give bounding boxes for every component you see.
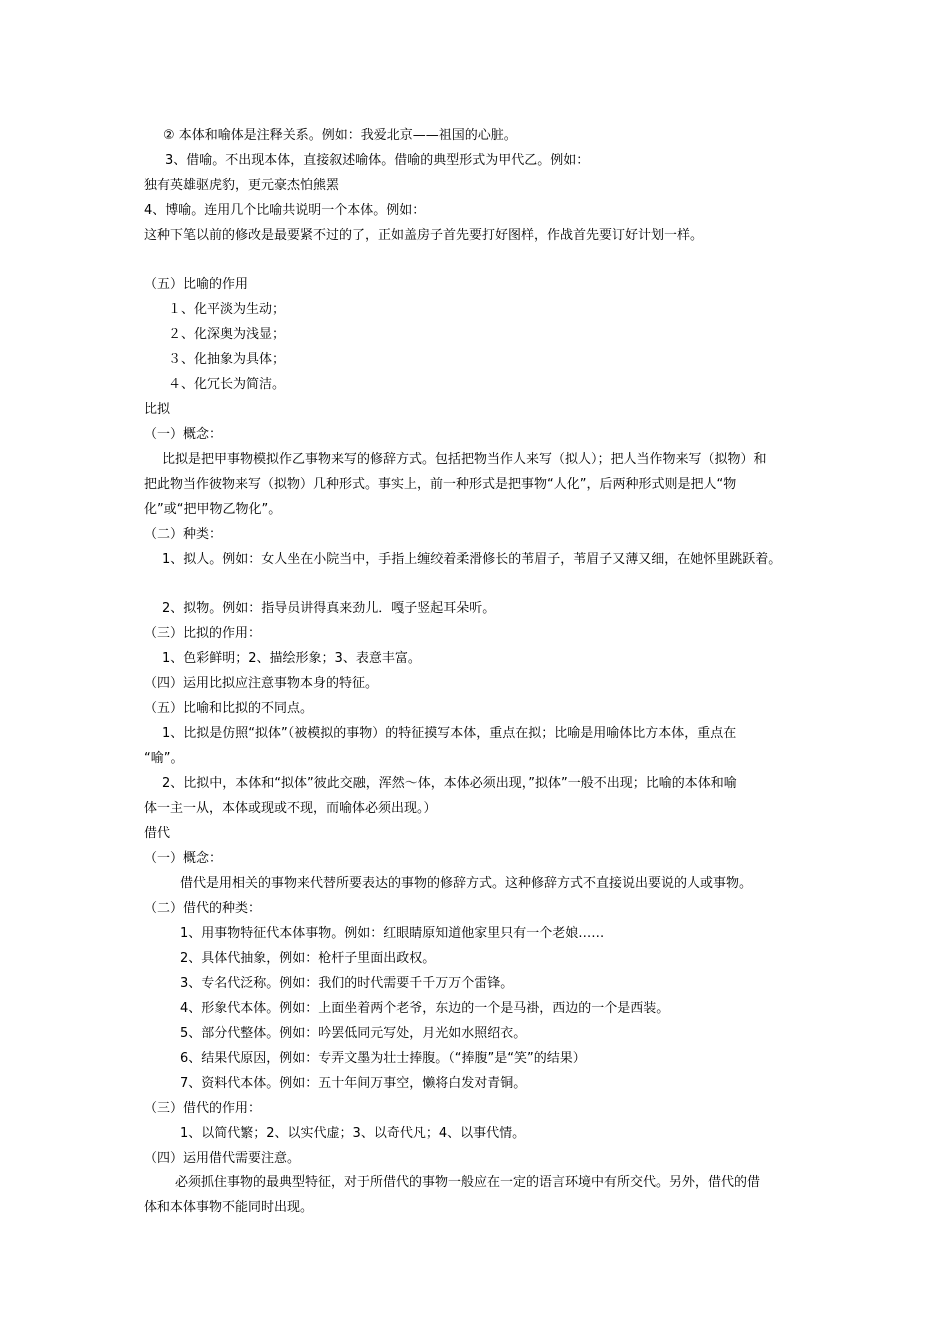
list-item: 1、以简代繁；2、以实代虚；3、以奇代凡；4、以事代情。: [180, 1126, 526, 1141]
list-item: 6、结果代原因，例如：专弄文墨为壮士捧腹。（“捧腹”是“笑”的结果）: [180, 1051, 586, 1066]
paragraph-line: “喻”。: [144, 751, 184, 766]
text-line: 独有英雄驱虎豹，更元豪杰怕熊罴: [144, 178, 340, 193]
text-line: 3、借喻。不出现本体，直接叙述喻体。借喻的典型形式为甲代乙。例如：: [165, 153, 590, 168]
list-item: 3、专名代泛称。例如：我们的时代需要千千万万个雷锋。: [180, 976, 514, 991]
list-item: 1、拟人。例如：女人坐在小院当中，手指上缠绞着柔滑修长的苇眉子，苇眉子又薄又细，在她怀里跳跃着。: [162, 552, 782, 567]
section-heading: （二）借代的种类：: [144, 901, 262, 916]
section-heading: （四）运用比拟应注意事物本身的特征。: [144, 676, 379, 691]
section-heading: （一）概念：: [144, 851, 223, 866]
list-item: 7、资料代本体。例如：五十年间万事空，懒将白发对青铜。: [180, 1076, 527, 1091]
list-item: 1、色彩鲜明；2、描绘形象；3、表意丰富。: [162, 651, 421, 666]
list-item: ３、化抽象为具体；: [168, 352, 286, 367]
list-item: ４、化冗长为简洁。: [168, 377, 286, 392]
list-item: ２、化深奥为浅显；: [168, 327, 286, 342]
paragraph-line: 借代是用相关的事物来代替所要表达的事物的修辞方式。这种修辞方式不直接说出要说的人或事物。: [180, 876, 753, 891]
paragraph-line: 化”或“把甲物乙物化”。: [144, 502, 282, 517]
section-heading: （二）种类：: [144, 527, 223, 542]
list-item: 1、用事物特征代本体事物。例如：红眼睛原知道他家里只有一个老娘……: [180, 926, 605, 941]
list-item: 2、比拟中，本体和“拟体”彼此交融，浑然～体，本体必须出现，”拟体”一般不出现；比喻的本体和喻: [162, 776, 737, 791]
list-item: 1、比拟是仿照“拟体”（被模拟的事物）的特征摸写本体，重点在拟；比喻是用喻体比方本体，重点在: [162, 726, 737, 741]
text-line: ② 本体和喻体是注释关系。例如：我爱北京——祖国的心脏。: [163, 128, 517, 143]
list-item: 2、具体代抽象，例如：枪杆子里面出政权。: [180, 951, 436, 966]
paragraph-line: 体一主一从，本体或现或不现，而喻体必须出现。）: [144, 801, 437, 816]
list-item: 5、部分代整体。例如：吟罢低同元写处，月光如水照绍衣。: [180, 1026, 527, 1041]
list-item: 4、形象代本体。例如：上面坐着两个老爷，东边的一个是马褂，西边的一个是西装。: [180, 1001, 670, 1016]
text-line: 这种下笔以前的修改是最要紧不过的了，正如盖房子首先要打好图样，作战首先要订好计划一样。: [144, 228, 704, 243]
paragraph-line: 把此物当作彼物来写（拟物）几种形式。事实上，前一种形式是把事物“人化”，后两种形式则是把人“物: [144, 477, 737, 492]
paragraph-line: 体和本体事物不能同时出现。: [144, 1200, 314, 1215]
paragraph-line: 比拟是把甲事物模拟作乙事物来写的修辞方式。包括把物当作人来写（拟人）；把人当作物来写（拟物）和: [162, 452, 767, 467]
text-line: 4、博喻。连用几个比喻共说明一个本体。例如：: [144, 203, 426, 218]
chapter-title: 比拟: [144, 402, 171, 417]
section-heading: （一）概念：: [144, 427, 223, 442]
section-heading: （三）借代的作用：: [144, 1101, 262, 1116]
section-heading: （三）比拟的作用：: [144, 626, 262, 641]
section-heading: （四）运用借代需要注意。: [144, 1151, 301, 1166]
chapter-title: 借代: [144, 826, 171, 841]
list-item: １、化平淡为生动；: [168, 302, 286, 317]
paragraph-line: 必须抓住事物的最典型特征，对于所借代的事物一般应在一定的语言环境中有所交代。另外，借代的借: [175, 1175, 761, 1190]
section-heading: （五）比喻和比拟的不同点。: [144, 701, 314, 716]
section-heading: （五）比喻的作用: [144, 277, 249, 292]
list-item: 2、拟物。例如：指导员讲得真来劲儿．嘎子竖起耳朵听。: [162, 601, 496, 616]
